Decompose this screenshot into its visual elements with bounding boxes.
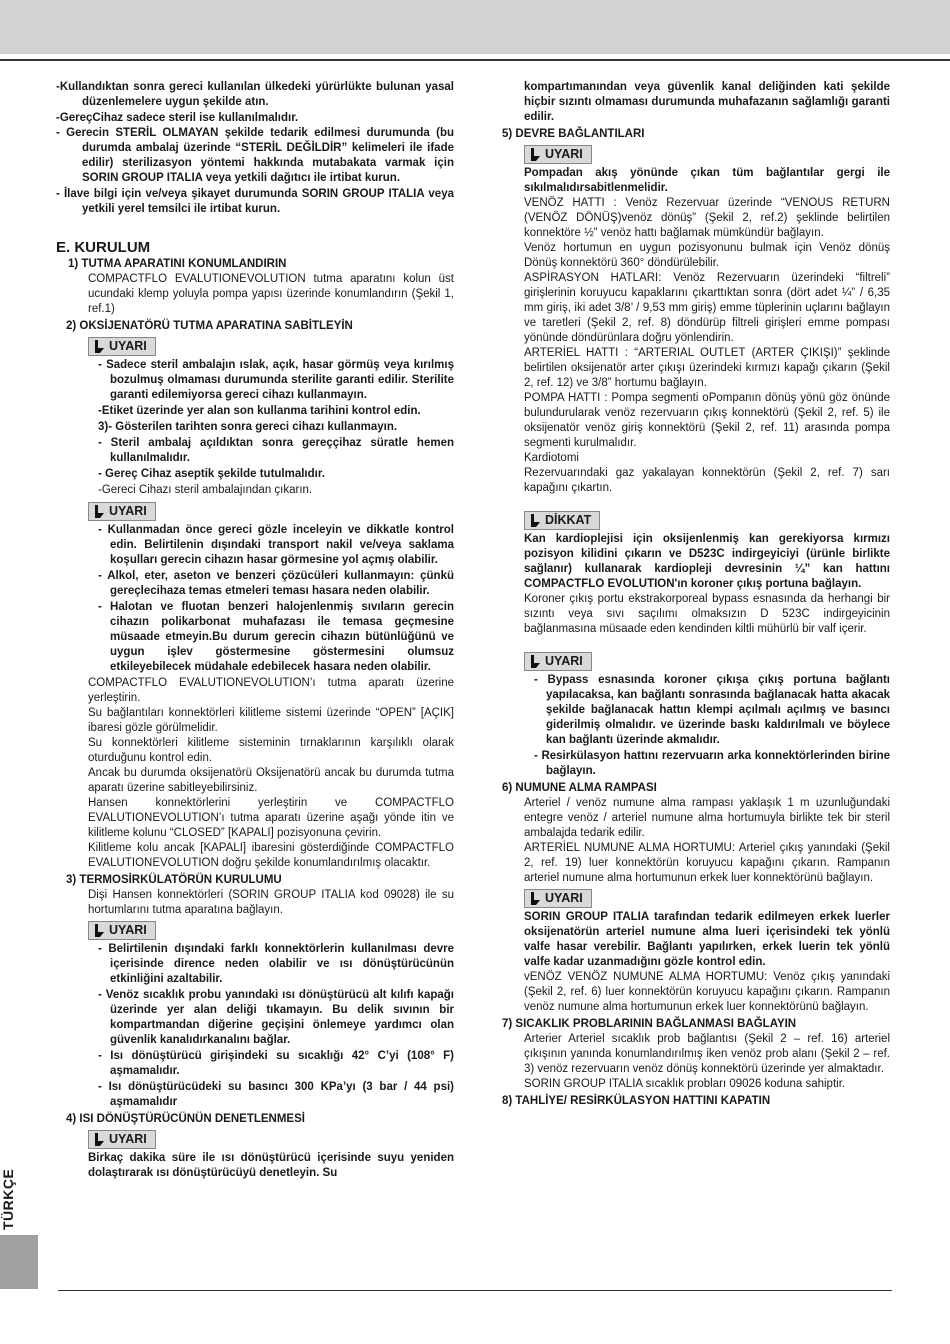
warning-item: - Resirkülasyon hattını rezervuarın arka konnektörlerinden birine bağlayın. xyxy=(534,750,890,777)
footer-rule xyxy=(58,1290,892,1291)
warning-label: UYARI xyxy=(524,889,592,908)
subsection-5-title: 5) DEVRE BAĞLANTILARI xyxy=(502,128,645,140)
warning-item: - Bypass esnasında koroner çıkışa çıkış portuna bağlantı yapılacaksa, kan bağlantı sonrasında bağlanacak hatta akacak şekilde bağlanacak hattın klempi açılmalı açılmış ve basıncı giderilmiş olmalıdır. ve üzerinde baskı kaldırılmalı ve böylece kan bağlantı üzerinde akmalıdır. xyxy=(534,674,890,746)
subsection-3-text: Dişi Hansen konnektörleri (SORIN GROUP ITALIA kod 09028) ile su hortumlarını tutma aparatına bağlayın. xyxy=(88,889,454,916)
warning-icon xyxy=(94,924,105,937)
subsection-2-text: Su konnektörleri kilitleme sisteminin tırnaklarının karşılıklı olarak oturduğunu kontrol edin. xyxy=(88,737,454,764)
subsection-6-title: 6) NUMUNE ALMA RAMPASI xyxy=(502,782,657,794)
warning-item: - Halotan ve fluotan benzeri halojenlenmiş sıvıların gerecin cihazın polikarbonat muhafazası ile temasa geçmesine müsaade etmeyin.Bu durum gerecin cihazın bütünlüğünü ve uygun işlev göstermesine göstermesini olumsuz etkileyebilecek müdahale edebilecek hasara neden olabilir. xyxy=(98,601,454,673)
subsection-2-text: Kilitleme kolu ancak [KAPALI] ibaresini gösterdiğinde COMPACTFLO EVALUTIONEVOLUTION doğru şekilde konumlandırılmış olacaktır. xyxy=(88,842,454,869)
left-column xyxy=(56,80,454,1181)
warning-icon xyxy=(530,148,541,161)
subsection-1-title: 1) TUTMA APARATINI KONUMLANDIRIN xyxy=(68,258,287,270)
warning-label: UYARI xyxy=(524,652,592,671)
caution-label: DİKKAT xyxy=(524,511,600,530)
warning-label: UYARI xyxy=(524,145,592,164)
subsection-4-warning: Birkaç dakika süre ile ısı dönüştürücü içerisinde suyu yeniden dolaştırarak ısı dönüştürücüyü denetleyin. Su xyxy=(88,1152,454,1179)
warning-item: -Gereci Cihazı steril ambalajından çıkarın. xyxy=(98,484,313,496)
subsection-2-text: Su bağlantıları konnektörleri kilitleme sistemi üzerinde “OPEN” [AÇIK] ibaresi gözle görülmelidir. xyxy=(88,707,454,734)
warning-label: UYARI xyxy=(88,921,156,940)
subsection-5-text: VENÖZ HATTI : Venöz Rezervuar üzerinde “VENOUS RETURN (VENÖZ DÖNÜŞ)venöz dönüş” (Şekil 2, ref.2) şeklinde belirtilen konnektöre ½” venöz hattı bağlamak mümkündür bağlayın. xyxy=(524,197,890,239)
caution-text: Koroner çıkış portu ekstrakorporeal bypass esnasında da herhangi bir sızıntı veya sıvı saçılımı olmaksızın D 523C indirgeyicinin bağlanmasına müsaade eden kendinden kiltli mühürlü bir valf içerir. xyxy=(524,593,890,635)
warning-icon xyxy=(94,505,105,518)
subsection-6-text: Arteriel / venöz numune alma rampası yaklaşık 1 m uzunluğundaki entegre venöz / arteriel numune alma hortumuyla birlikte tek bir steril ambalajda tedarik edilir. xyxy=(524,797,890,839)
subsection-8-title: 8) TAHLİYE/ RESİRKÜLASYON HATTINI KAPATIN xyxy=(502,1095,771,1107)
intro-para: -Kullandıktan sonra gereci kullanılan ülkedeki yürürlükte bulunan yasal düzenlemelere uygun şekilde atın. xyxy=(56,81,454,108)
warning-label: UYARI xyxy=(88,1130,156,1149)
continued-text: kompartımanından veya güvenlik kanal deliğinden kati şekilde hiçbir sızıntı olmaması durumunda muhafazanın sağlamlığı garanti edilir. xyxy=(524,81,890,123)
language-label: TÜRKÇE xyxy=(0,1168,16,1230)
subsection-7-text: Arterier Arteriel sıcaklık prob bağlantısı (Şekil 2 – ref. 16) arteriel çıkışının yanında konumlandırılmış iken venöz prob alanı (Şekil 2 – ref. 3) venöz rezervuarın venöz dönüş konnektörü üzerinde yer almaktadır. xyxy=(524,1033,890,1075)
warning-item: - Sadece steril ambalajın ıslak, açık, hasar görmüş veya kırılmış bozulmuş olmaması durumunda sterilite garanti edilir. Sterilite garanti edilemiyorsa gereci cihazı kullanmayın. xyxy=(98,359,454,401)
warning-item: 3)- Gösterilen tarihten sonra gereci cihazı kullanmayın. xyxy=(98,421,398,433)
subsection-5-text: ASPİRASYON HATLARI: Venöz Rezervuarın üzerindeki “filtreli” girişlerinin koruyucu kapaklarını çıkarttıktan sonra (dört adet ¼” / 6,35 mm giriş, iki adet 3/8’ / 9,53 mm giriş) emme tüplerinin uçlarını bağlayın ve taretleri (Şekil 2, ref. 8) döndürüp filtreli girişleri emme pompası yönünde döndürünlara doğru yönlendirin. xyxy=(524,272,890,344)
warning-text: SORIN GROUP ITALIA tarafından tedarik edilmeyen erkek luerler oksijenatörün arteriel numune alma lueri içerisindeki tek yönlü valfe hasar verebilir. Bağlantı yapılırken, erkek luerin tek yönlü valfe kadar uzanmadığını gözle kontrol edin. xyxy=(524,911,890,968)
subsection-5-text: Rezervuarındaki gaz yakalayan konnektörün (Şekil 2, ref. 7) sarı kapağını çıkartın. xyxy=(524,467,890,494)
caution-text: Kan kardioplejisi için oksijenlenmiş kan gerekiyorsa kırmızı pozisyon kilidini çıkarın ve D523C indirgeyiciyi (ürünle birlikte sağlanır) kullanarak kardiopleji devresinin ¼” kan hattını COMPACTFLO EVOLUTION'ın koroner çıkış portuna bağlayın. xyxy=(524,533,890,590)
warning-item: - Gereç Cihaz aseptik şekilde tutulmalıdır. xyxy=(98,468,325,480)
subsection-7-title: 7) SICAKLIK PROBLARININ BAĞLANMASI BAĞLAYIN xyxy=(502,1018,797,1030)
warning-item: - Venöz sıcaklık probu yanındaki ısı dönüştürücü alt kılıfı kapağı üzerinde yer alan deliği tıkamayın. Bu delik sıvının bir kompartmandan diğerine geçişini önlemeye yardımcı olan güvenlik kanalıdırkanalını bağlar. xyxy=(98,989,454,1046)
warning-label: UYARI xyxy=(88,502,156,521)
header-band xyxy=(0,0,950,54)
language-tab xyxy=(0,1235,38,1289)
warning-item: - Isı dönüştürücü girişindeki su sıcaklığı 42° C’yi (108° F) aşmamalıdır. xyxy=(98,1050,454,1077)
warning-icon xyxy=(94,1133,105,1146)
warning-item: - Steril ambalaj açıldıktan sonra gereççihaz süratle hemen kullanılmalıdır. xyxy=(98,437,454,464)
warning-item: - Kullanmadan önce gereci gözle inceleyin ve dikkatle kontrol edin. Belirtilenin dışındaki transport nakil ve/veya saklama koşulları gerecin cihazın hasar görmesine yol açmış olabilir. xyxy=(98,524,454,566)
warning-item: - Belirtilenin dışındaki farklı konnektörlerin kullanılması devre içerisinde dirence neden olabilir ve ısı dönüştürücünün etkinliğini azaltabilir. xyxy=(98,943,454,985)
subsection-5-text: Venöz hortumun en uygun pozisyonunu bulmak için Venöz dönüş Dönüş konnektörü 360° döndürülebilir. xyxy=(524,242,890,269)
right-column xyxy=(502,80,890,1109)
warning-item: -Etiket üzerinde yer alan son kullanma tarihini kontrol edin. xyxy=(98,405,421,417)
intro-para: - İlave bilgi için ve/veya şikayet durumunda SORIN GROUP ITALIA veya yetkili yerel temsilci ile irtibat kurun. xyxy=(56,188,454,215)
warning-item: - Alkol, eter, aseton ve benzeri çözücüleri kullanmayın: çünkü gereçlecihaza temas etmeleri teması hasara neden olabilir. xyxy=(98,570,454,597)
subsection-2-title: 2) OKSİJENATÖRÜ TUTMA APARATINA SABİTLEYİN xyxy=(66,320,353,332)
intro-para: -GereçCihaz sadece steril ise kullanılmalıdır. xyxy=(56,112,299,124)
header-rule xyxy=(0,59,950,61)
subsection-5-text: Kardiotomi xyxy=(524,452,579,464)
subsection-6-text: ARTERİEL NUMUNE ALMA HORTUMU: Arteriel çıkış yanındaki (Şekil 2, ref. 19) luer konnektörün koruyucu kapağını çıkarın. Rampanın arteriel numune alma hortumunun erkek luer konnektörünü bağlayın. xyxy=(524,842,890,884)
subsection-2-text: Ancak bu durumda oksijenatörü Oksijenatörü ancak bu durumda tutma aparatı üzerine sabitleyebilirsiniz. xyxy=(88,767,454,794)
warning-item: - Isı dönüştürücüdeki su basıncı 300 KPa’yı (3 bar / 44 psi) aşmamalıdır xyxy=(98,1081,454,1108)
subsection-1-text: COMPACTFLO EVALUTIONEVOLUTION tutma aparatını kolun üst ucundaki klemp yoluyla pompa yapısı üzerinde konumlandırın (Şekil 1, ref.1) xyxy=(88,273,454,315)
subsection-2-text: Hansen konnektörlerini yerleştirin ve COMPACTFLO EVALUTIONEVOLUTION’ı tutma aparatı üzerine aşağı yönde itin ve kilitleme kolunu “CLOSED” [KAPALI] pozisyonuna çevirin. xyxy=(88,797,454,839)
warning-icon xyxy=(530,892,541,905)
subsection-5-text: POMPA HATTI : Pompa segmenti oPompanın dönüş yönü göz önünde bulundurularak venöz rezervuarın çıkış konnektörü (Şekil 2, ref. 5) ile oksijenatör venöz giriş konnektörü (Şekil 2, ref. 11) arasında pompa segmenti kurulmalıdır. xyxy=(524,392,890,449)
warning-icon xyxy=(530,655,541,668)
caution-icon xyxy=(530,514,541,527)
subsection-4-title: 4) ISI DÖNÜŞTÜRÜCÜNÜN DENETLENMESİ xyxy=(66,1113,305,1125)
subsection-6-text: vENÖZ VENÖZ NUMUNE ALMA HORTUMU: Venöz çıkış yanındaki (Şekil 2, ref. 6) luer konnektörün koruyucu kapağını çıkarın. Rampanın venöz numune alma hortumunun erkek luer konnektörünü bağlayın. xyxy=(524,971,890,1013)
subsection-3-title: 3) TERMOSİRKÜLATÖRÜN KURULUMU xyxy=(66,874,282,886)
subsection-7-text: SORIN GROUP ITALIA sıcaklık probları 09026 koduna sahiptir. xyxy=(524,1078,846,1090)
warning-label: UYARI xyxy=(88,337,156,356)
section-title: E. KURULUM xyxy=(56,239,151,256)
warning-icon xyxy=(94,340,105,353)
intro-para: - Gerecin STERİL OLMAYAN şekilde tedarik edilmesi durumunda (bu durumda ambalaj üzerinde “STERİL DEĞİLDİR” kelimeleri ile ifade edilir) sterilizasyon yöntemi hakkında mutabakata varmak için SORIN GROUP ITALIA veya yetkili dağıtıcı ile irtibat kurun. xyxy=(56,127,454,184)
subsection-5-text: ARTERİEL HATTI : “ARTERIAL OUTLET (ARTER ÇIKIŞI)” şeklinde belirtilen oksijenatör arter çıkışı üzerindeki kırmızı kapağı çıkarın (Şekil 2, ref. 12) ve 3/8” hortumu bağlayın. xyxy=(524,347,890,389)
warning-text: Pompadan akış yönünde çıkan tüm bağlantılar gergi ile sıkılmalıdırsabitlenmelidir. xyxy=(524,167,890,194)
subsection-2-text: COMPACTFLO EVALUTIONEVOLUTION’ı tutma aparatı üzerine yerleştirin. xyxy=(88,677,454,704)
